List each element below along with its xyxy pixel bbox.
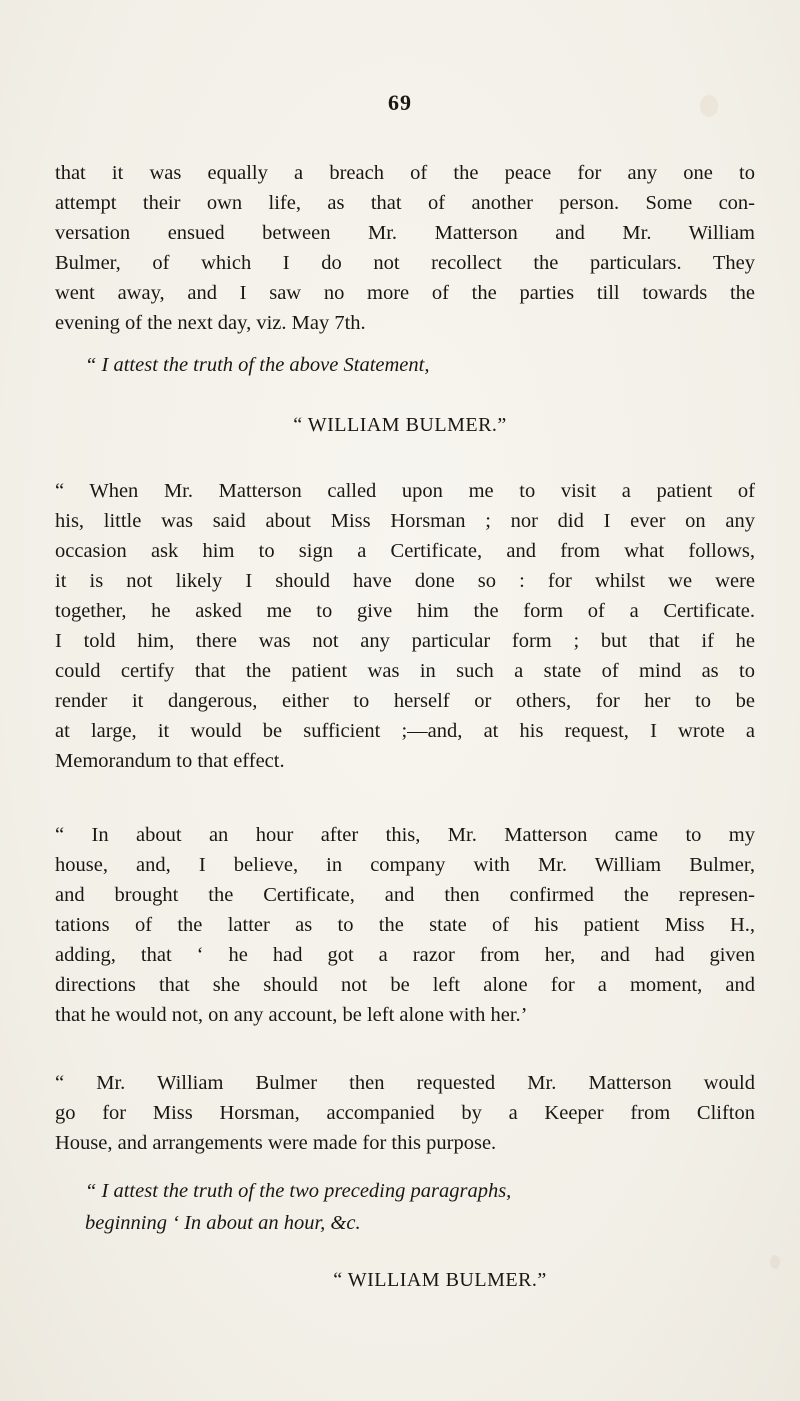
page-number: 69 [388, 90, 412, 115]
text-line: “ In about an hour after this, Mr. Matterson came to my [55, 824, 755, 846]
text-line: that it was equally a breach of the peace for any one to [55, 162, 755, 184]
text-line: go for Miss Horsman, accompanied by a Keeper from Clifton [55, 1102, 755, 1124]
text-line: Memorandum to that effect. [55, 750, 285, 772]
text-line: evening of the next day, viz. May 7th. [55, 312, 366, 334]
text-line: could certify that the patient was in such a state of mind as to [55, 660, 755, 682]
text-line: that he would not, on any account, be left alone with her.’ [55, 1004, 528, 1026]
text-line: I told him, there was not any particular form ; but that if he [55, 630, 755, 652]
text-line: house, and, I believe, in company with Mr. William Bulmer, [55, 854, 755, 876]
text-line: “ When Mr. Matterson called upon me to visit a patient of [55, 480, 755, 502]
attestation-line: “ I attest the truth of the above Statement, [85, 354, 430, 376]
text-line: occasion ask him to sign a Certificate, and from what follows, [55, 540, 755, 562]
text-line: together, he asked me to give him the form of a Certificate. [55, 600, 755, 622]
signature-2: “ WILLIAM BULMER.” [333, 1269, 547, 1291]
text-line: adding, that ‘ he had got a razor from her, and had given [55, 944, 755, 966]
text-line: House, and arrangements were made for this purpose. [55, 1132, 497, 1154]
text-line: tations of the latter as to the state of his patient Miss H., [55, 914, 755, 936]
attestation-line: beginning ‘ In about an hour, &c. [85, 1212, 361, 1234]
text-line: at large, it would be sufficient ;—and, at his request, I wrote a [55, 720, 755, 742]
text-line: it is not likely I should have done so : for whilst we were [55, 570, 755, 592]
text-line: versation ensued between Mr. Matterson and Mr. William [55, 222, 755, 244]
text-line: attempt their own life, as that of another person. Some con- [55, 192, 755, 214]
text-line: directions that she should not be left alone for a moment, and [55, 974, 755, 996]
text-line: render it dangerous, either to herself or others, for her to be [55, 690, 755, 712]
text-line: “ Mr. William Bulmer then requested Mr. Matterson would [55, 1072, 755, 1094]
text-line: went away, and I saw no more of the parties till towards the [55, 282, 755, 304]
text-line: his, little was said about Miss Horsman ; nor did I ever on any [55, 510, 755, 532]
text-line: Bulmer, of which I do not recollect the particulars. They [55, 252, 755, 274]
attestation-line: “ I attest the truth of the two preceding paragraphs, [85, 1180, 512, 1202]
text-line: and brought the Certificate, and then confirmed the represen- [55, 884, 755, 906]
signature-1: “ WILLIAM BULMER.” [293, 414, 507, 436]
